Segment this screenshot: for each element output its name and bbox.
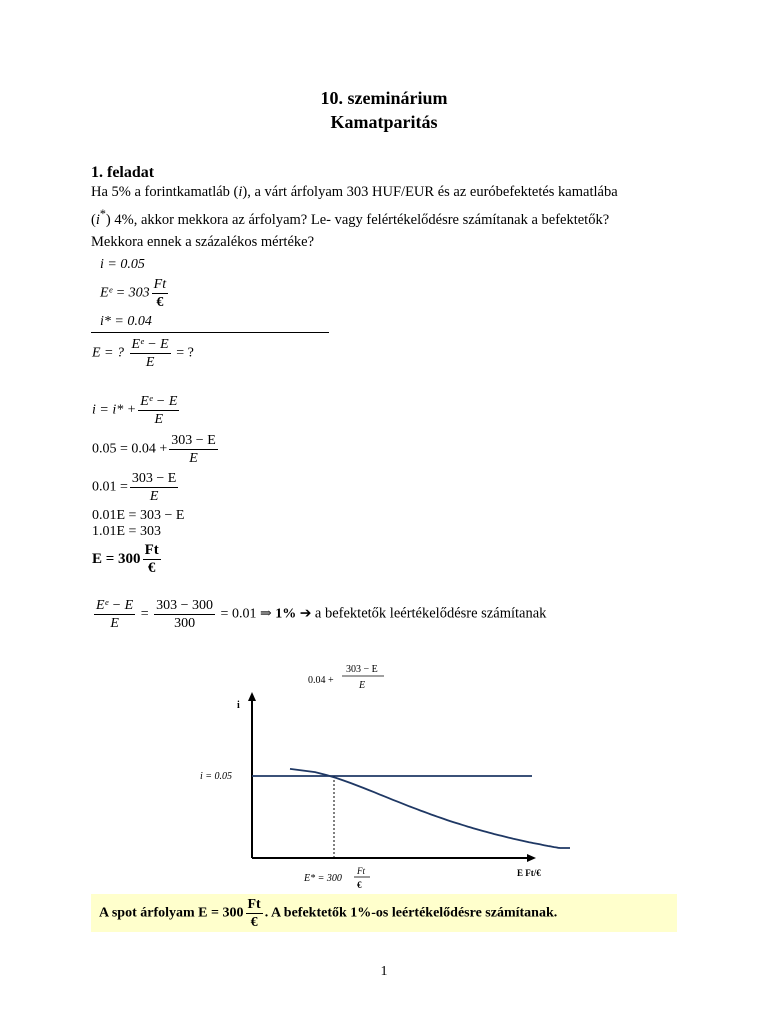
solution-eq-6-den: € [147,560,156,576]
pct-num-2: 303 − 300 [156,598,214,613]
solution-eq-3 [92,470,180,505]
task-heading: 1. feladat [91,164,155,181]
page-number: 1 [380,964,388,979]
page-subtitle: Kamatparitás [330,112,438,132]
task-text: Ha 5% a forintkamatláb (i), a várt árfolyam 303 HUF/EUR és az euróbefektetés kamatlába (i*) 4%, akkor mekkora az árfolyam? Le- vagy felértékelődésre számítanak a befektetők? Mekkora ennek a százalékos mértéke? [91,184,618,250]
pct-den-2: 300 [174,616,196,631]
pct-equation [92,597,546,632]
solution-eq-3-lhs: 0.01 = [92,479,128,495]
arrow-right-icon: ➔ [299,606,312,622]
solution-eq-1-den: E [154,412,164,427]
given-divider [91,332,329,333]
solution-eq-3-num: 303 − E [131,471,177,486]
given-line-1: i = 0.05 [100,257,145,272]
solution-eq-1-lhs: i = i* + [92,402,137,418]
hline-label: i = 0.05 [200,771,233,782]
answer-text [99,896,557,931]
solution-eq-2 [92,432,220,467]
given-line-2-lhs: Eᵉ = 303 [100,285,150,301]
pct-equals: = [140,606,149,622]
solution-eq-1 [92,393,181,428]
solution-eq-2-num: 303 − E [171,433,216,448]
given-line-2 [100,276,170,311]
y-axis-label: i [237,700,240,711]
solution-eq-4: 0.01E = 303 − E [92,508,185,523]
answer-prefix: A spot árfolyam [99,905,195,921]
answer-den: € [250,915,258,930]
curve-label-den: E [359,680,366,691]
solution-eq-5: 1.01E = 303 [92,524,161,539]
curve-label-prefix: 0.04 + [308,675,334,686]
task-var-i: i [238,184,243,200]
solution-eq-6-lhs: E = 300 [92,550,141,567]
given-line-4-rhs: = ? [176,345,194,361]
pct-den-1: E [110,616,119,631]
x-axis-arrow-icon [527,854,536,862]
vline-label-num: Ft [357,866,365,876]
task-var-istar-sup: * [99,207,106,221]
solution-eq-2-den: E [189,451,198,466]
vline-label-den: € [357,880,362,890]
interest-parity-chart [190,648,590,893]
solution-eq-1-num: Eᵉ − E [140,394,178,409]
given-line-2-num: Ft [153,277,167,292]
given-line-4 [92,336,194,371]
task-text-1b: ), a várt árfolyam 303 HUF/EUR és az euróbefektetés kamatlába [242,184,618,200]
curve-label-num: 303 − E [346,664,378,675]
pct-result: = 0.01 ⇒ [220,606,272,622]
solution-eq-2-lhs: 0.05 = 0.04 + [92,441,168,457]
x-axis-label: E Ft/€ [517,868,541,878]
solution-eq-3-den: E [149,489,159,504]
given-line-4-lhs: E = ? [92,345,124,361]
given-line-4-num: Eᵉ − E [131,337,169,352]
expected-return-curve [290,769,570,848]
page-title: 10. szeminárium [320,88,448,108]
answer-lhs: E = 300 [198,905,244,921]
task-text-3: Mekkora ennek a százalékos mértéke? [91,233,315,250]
solution-eq-6 [92,542,163,577]
task-text-1a: Ha 5% a forintkamatláb ( [91,184,239,200]
solution-eq-6-num: Ft [144,542,159,558]
given-line-2-den: € [156,295,164,310]
task-var-istar: i [95,211,100,228]
vline-label-lhs: E* = 300 [304,873,342,884]
pct-num-1: Eᵉ − E [96,598,134,613]
answer-suffix: . A befektetők 1%-os leértékelődésre számítanak. [264,905,558,921]
given-line-4-den: E [145,355,155,370]
pct-result-bold: 1% [275,606,297,622]
task-text-2: ) 4%, akkor mekkora az árfolyam? Le- vagy felértékelődésre számítanak a befektetők? [105,211,610,228]
answer-num: Ft [247,897,261,912]
given-line-3: i* = 0.04 [100,314,152,329]
pct-conclusion: a befektetők leértékelődésre számítanak [314,605,547,622]
y-axis-arrow-icon [248,692,256,701]
